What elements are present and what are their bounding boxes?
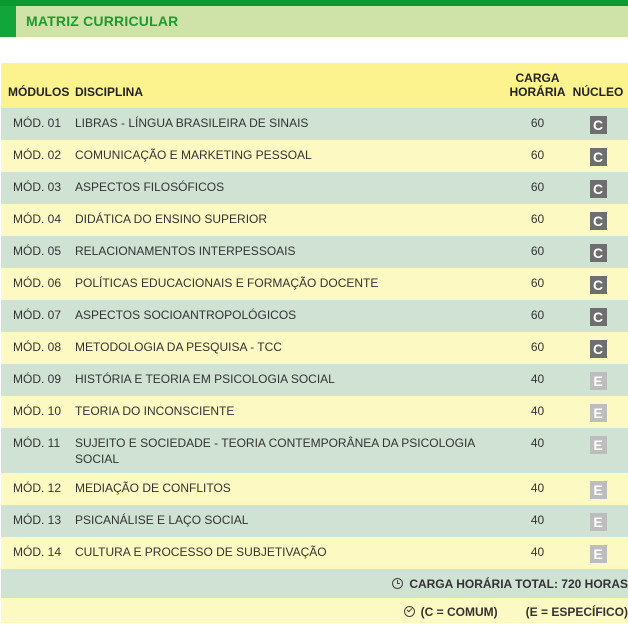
table-row bbox=[1, 172, 628, 204]
core-type-badge: E bbox=[590, 545, 607, 563]
discipline-name: HISTÓRIA E TEORIA EM PSICOLOGIA SOCIAL bbox=[73, 364, 507, 396]
workload-hours: 40 bbox=[507, 537, 568, 569]
core-cell bbox=[568, 537, 628, 569]
discipline-name: ASPECTOS SOCIOANTROPOLÓGICOS bbox=[73, 300, 507, 332]
header-carga-line1: CARGA bbox=[515, 71, 560, 85]
table-header-row bbox=[1, 63, 628, 108]
core-cell bbox=[568, 473, 628, 505]
section-title: MATRIZ CURRICULAR bbox=[26, 13, 179, 29]
core-cell bbox=[568, 236, 628, 268]
module-code: MÓD. 12 bbox=[1, 473, 73, 505]
table-row bbox=[1, 268, 628, 300]
core-type-badge: E bbox=[590, 513, 607, 531]
header-carga-horaria bbox=[507, 63, 568, 108]
module-code: MÓD. 08 bbox=[1, 332, 73, 364]
legend-row bbox=[1, 598, 628, 623]
discipline-name: CULTURA E PROCESSO DE SUBJETIVAÇÃO bbox=[73, 537, 507, 569]
module-code: MÓD. 04 bbox=[1, 204, 73, 236]
workload-hours: 40 bbox=[507, 505, 568, 537]
discipline-name: POLÍTICAS EDUCACIONAIS E FORMAÇÃO DOCENTE bbox=[73, 268, 507, 300]
table-row bbox=[1, 396, 628, 428]
legend-comum: (C = COMUM) bbox=[420, 605, 498, 619]
workload-hours: 60 bbox=[507, 300, 568, 332]
table-row bbox=[1, 332, 628, 364]
table-row bbox=[1, 204, 628, 236]
discipline-name: MEDIAÇÃO DE CONFLITOS bbox=[73, 473, 507, 505]
header-carga-line2: HORÁRIA bbox=[509, 85, 566, 99]
workload-hours: 60 bbox=[507, 108, 568, 140]
module-code: MÓD. 03 bbox=[1, 172, 73, 204]
header-disciplina: DISCIPLINA bbox=[73, 63, 507, 108]
module-code: MÓD. 05 bbox=[1, 236, 73, 268]
core-cell bbox=[568, 396, 628, 428]
module-code: MÓD. 09 bbox=[1, 364, 73, 396]
core-cell bbox=[568, 332, 628, 364]
core-type-badge: E bbox=[590, 404, 607, 422]
workload-hours: 60 bbox=[507, 332, 568, 364]
total-hours: CARGA HORÁRIA TOTAL: 720 HORAS bbox=[409, 577, 628, 591]
table-row bbox=[1, 537, 628, 569]
discipline-name: COMUNICAÇÃO E MARKETING PESSOAL bbox=[73, 140, 507, 172]
workload-hours: 40 bbox=[507, 473, 568, 505]
discipline-name: SUJEITO E SOCIEDADE - TEORIA CONTEMPORÂNEA DA PSICOLOGIA SOCIAL bbox=[73, 428, 507, 473]
check-circle-icon bbox=[404, 606, 415, 617]
core-type-badge: E bbox=[590, 481, 607, 499]
total-cell bbox=[1, 569, 628, 598]
core-cell bbox=[568, 140, 628, 172]
discipline-name: PSICANÁLISE E LAÇO SOCIAL bbox=[73, 505, 507, 537]
core-type-badge: C bbox=[590, 276, 607, 294]
core-type-badge: E bbox=[590, 436, 607, 454]
core-type-badge: E bbox=[590, 372, 607, 390]
table-row bbox=[1, 505, 628, 537]
discipline-name: TEORIA DO INCONSCIENTE bbox=[73, 396, 507, 428]
module-code: MÓD. 01 bbox=[1, 108, 73, 140]
core-type-badge: C bbox=[590, 116, 607, 134]
curriculum-table bbox=[1, 63, 628, 623]
table-row bbox=[1, 364, 628, 396]
discipline-name: ASPECTOS FILOSÓFICOS bbox=[73, 172, 507, 204]
discipline-name: LIBRAS - LÍNGUA BRASILEIRA DE SINAIS bbox=[73, 108, 507, 140]
clock-icon bbox=[392, 578, 403, 589]
workload-hours: 60 bbox=[507, 140, 568, 172]
workload-hours: 60 bbox=[507, 204, 568, 236]
core-type-badge: C bbox=[590, 148, 607, 166]
core-cell bbox=[568, 364, 628, 396]
core-cell bbox=[568, 428, 628, 473]
header-accent bbox=[0, 6, 16, 37]
table-row bbox=[1, 140, 628, 172]
core-type-badge: C bbox=[590, 212, 607, 230]
workload-hours: 40 bbox=[507, 396, 568, 428]
table-row bbox=[1, 428, 628, 473]
table-row bbox=[1, 236, 628, 268]
header-nucleo: NÚCLEO bbox=[568, 63, 628, 108]
discipline-name: RELACIONAMENTOS INTERPESSOAIS bbox=[73, 236, 507, 268]
module-code: MÓD. 02 bbox=[1, 140, 73, 172]
module-code: MÓD. 13 bbox=[1, 505, 73, 537]
core-type-badge: C bbox=[590, 244, 607, 262]
module-code: MÓD. 14 bbox=[1, 537, 73, 569]
core-cell bbox=[568, 108, 628, 140]
core-cell bbox=[568, 268, 628, 300]
discipline-name: DIDÁTICA DO ENSINO SUPERIOR bbox=[73, 204, 507, 236]
header-modulos: MÓDULOS bbox=[1, 63, 73, 108]
module-code: MÓD. 11 bbox=[1, 428, 73, 473]
module-code: MÓD. 06 bbox=[1, 268, 73, 300]
workload-hours: 60 bbox=[507, 236, 568, 268]
table-row bbox=[1, 108, 628, 140]
workload-hours: 40 bbox=[507, 428, 568, 473]
legend-especifico: (E = ESPECÍFICO) bbox=[525, 605, 628, 619]
module-code: MÓD. 07 bbox=[1, 300, 73, 332]
core-type-badge: C bbox=[590, 308, 607, 326]
core-type-badge: C bbox=[590, 180, 607, 198]
discipline-name: METODOLOGIA DA PESQUISA - TCC bbox=[73, 332, 507, 364]
core-type-badge: C bbox=[590, 340, 607, 358]
section-header bbox=[0, 6, 628, 37]
core-cell bbox=[568, 505, 628, 537]
table-row bbox=[1, 473, 628, 505]
table-row bbox=[1, 300, 628, 332]
core-cell bbox=[568, 204, 628, 236]
core-cell bbox=[568, 172, 628, 204]
workload-hours: 40 bbox=[507, 364, 568, 396]
module-code: MÓD. 10 bbox=[1, 396, 73, 428]
total-row bbox=[1, 569, 628, 598]
legend-cell bbox=[1, 598, 628, 623]
workload-hours: 60 bbox=[507, 172, 568, 204]
core-cell bbox=[568, 300, 628, 332]
workload-hours: 60 bbox=[507, 268, 568, 300]
